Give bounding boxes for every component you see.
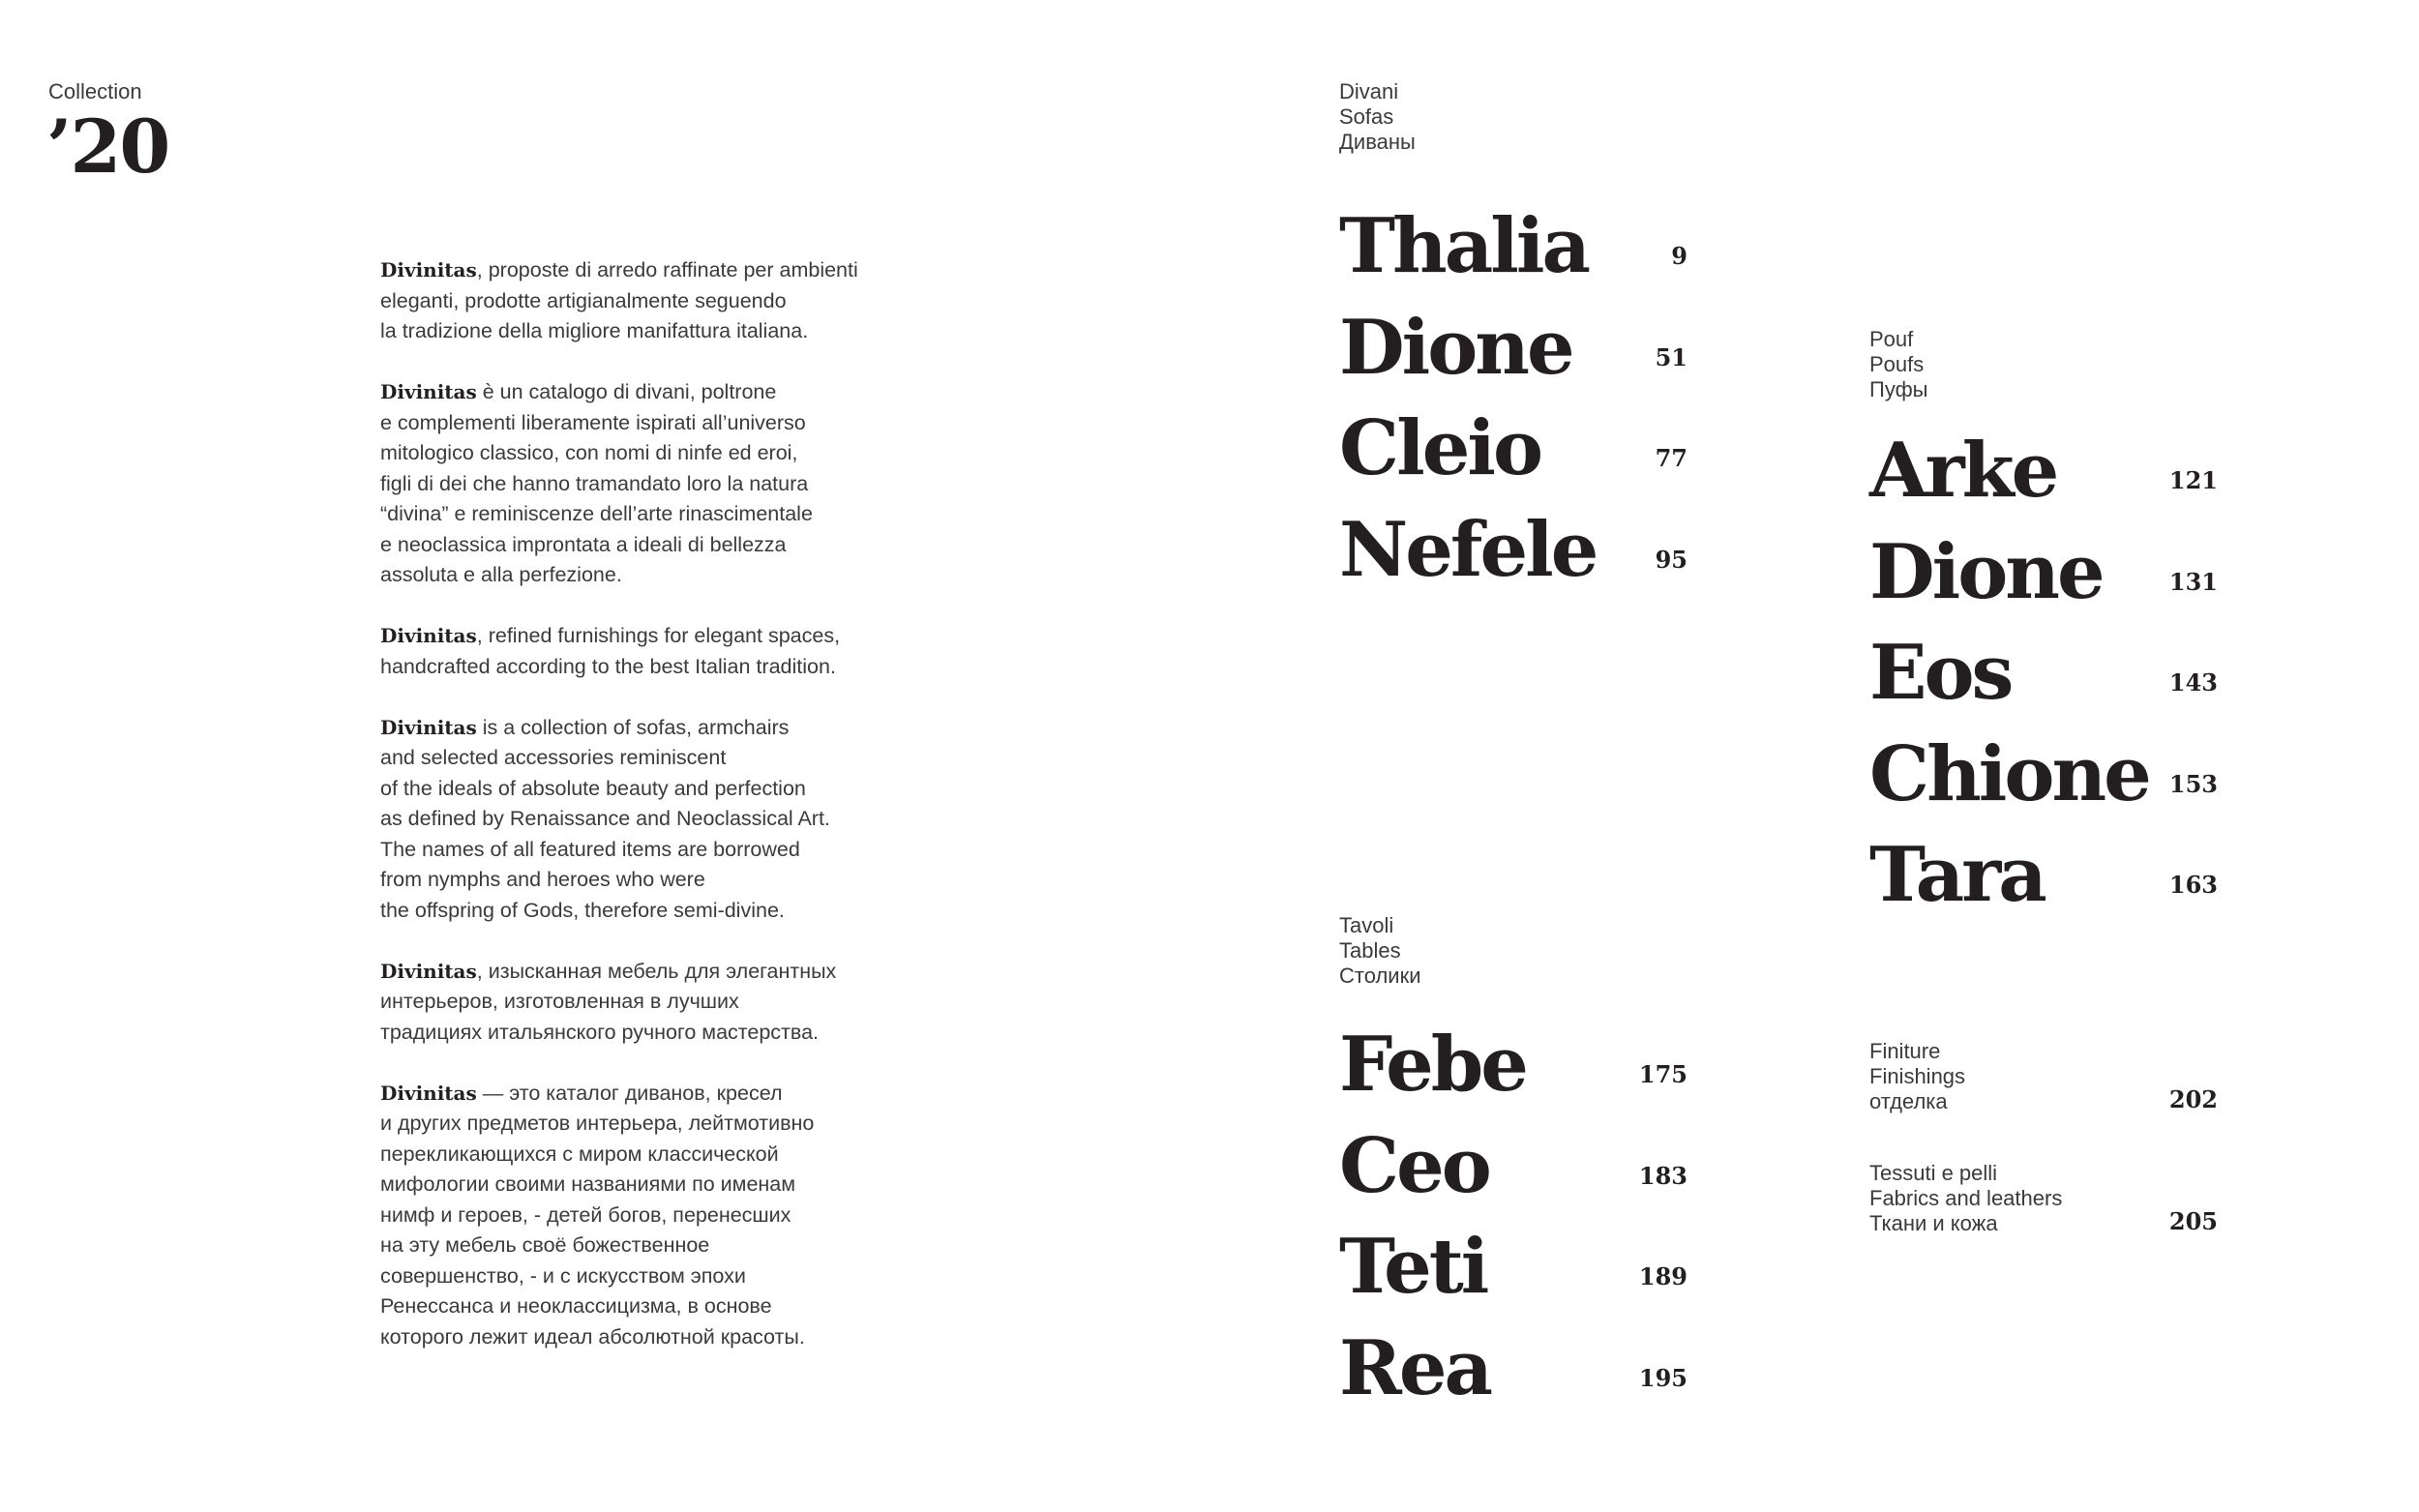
page-number: 95 xyxy=(1655,545,1687,574)
brand-name: Divinitas xyxy=(380,258,477,282)
fabrics-page-number: 205 xyxy=(2168,1207,2218,1235)
tables-section xyxy=(1339,913,1687,1412)
brand-name: Divinitas xyxy=(380,624,477,647)
page-number: 77 xyxy=(1655,444,1687,472)
intro-line-text: eleganti, prodotte artigianalmente seguendo xyxy=(380,288,787,312)
intro-line xyxy=(380,1109,922,1140)
intro-line xyxy=(380,560,922,591)
brand-name: Divinitas xyxy=(380,715,477,739)
finishings-entry xyxy=(1869,1039,2218,1114)
finishings-label-en: Finishings xyxy=(1869,1064,1966,1088)
intro-line-text: of the ideals of absolute beauty and perfection xyxy=(380,776,806,800)
intro-line-text: перекликающихся с миром классической xyxy=(380,1141,779,1166)
fabrics-entry xyxy=(1869,1161,2218,1236)
product-name: Febe xyxy=(1339,1021,1526,1109)
intro-line xyxy=(380,530,922,561)
intro-line xyxy=(380,957,922,988)
product-name: Ceo xyxy=(1339,1121,1489,1210)
section-title-it: Tavoli xyxy=(1339,913,1394,937)
section-title-ru: Диваны xyxy=(1339,130,1416,154)
intro-line-text: is a collection of sofas, armchairs xyxy=(476,715,790,739)
catalog-entry[interactable] xyxy=(1339,405,1687,492)
intro-line-text: from nymphs and heroes who were xyxy=(380,868,705,891)
catalog-entry[interactable] xyxy=(1869,428,2218,515)
catalog-entry[interactable] xyxy=(1869,529,2218,616)
intro-line-text: “divina” e reminiscenze dell’arte rinascimentale xyxy=(380,502,813,525)
page-number: 51 xyxy=(1655,342,1687,371)
intro-line-text: handcrafted according to the best Italian tradition. xyxy=(380,654,836,678)
intro-paragraph xyxy=(380,957,922,1049)
page-number: 175 xyxy=(1638,1060,1687,1088)
page-number: 195 xyxy=(1638,1363,1687,1392)
page-number: 121 xyxy=(2168,466,2218,494)
intro-line-text: The names of all featured items are borrowed xyxy=(380,837,800,861)
intro-line-text: совершенство, - и с искусством эпохи xyxy=(380,1263,746,1288)
catalog-entry[interactable] xyxy=(1339,1325,1687,1412)
section-title-en: Tables xyxy=(1339,938,1401,963)
catalog-entry[interactable] xyxy=(1869,832,2218,919)
intro-line-text: , proposte di arredo raffinate per ambienti xyxy=(476,258,858,282)
intro-line-text: è un catalogo di divani, poltrone xyxy=(476,380,777,403)
intro-line-text: и других предметов интерьера, лейтмотивно xyxy=(380,1112,815,1135)
product-name: Thalia xyxy=(1339,202,1589,290)
sofas-section-title xyxy=(1339,79,1416,155)
product-name: Cleio xyxy=(1339,404,1540,492)
collection-label: Collection xyxy=(48,79,142,104)
intro-line-text: , refined furnishings for elegant spaces, xyxy=(476,624,841,647)
product-name: Chione xyxy=(1869,729,2149,818)
intro-line-text: and selected accessories reminiscent xyxy=(380,746,727,769)
intro-line-text: , изысканная мебель для элегантных xyxy=(476,959,837,983)
product-name: Eos xyxy=(1869,629,2012,717)
page-number: 9 xyxy=(1671,242,1687,270)
intro-line xyxy=(380,499,922,530)
intro-paragraph xyxy=(380,255,922,347)
product-name: Dione xyxy=(1869,527,2103,616)
intro-line-text: as defined by Renaissance and Neoclassical Art. xyxy=(380,807,830,830)
intro-line xyxy=(380,408,922,439)
intro-line-text: the offspring of Gods, therefore semi-divine. xyxy=(380,898,785,922)
catalog-entry[interactable] xyxy=(1339,305,1687,392)
intro-text xyxy=(380,255,922,1383)
section-title-en: Poufs xyxy=(1869,352,1925,376)
section-title-en: Sofas xyxy=(1339,104,1394,129)
intro-line-text: мифологии своими названиями по именам xyxy=(380,1172,796,1196)
intro-line xyxy=(380,1322,922,1353)
page-number: 189 xyxy=(1638,1262,1687,1290)
intro-line xyxy=(380,1291,922,1322)
catalog-entry[interactable] xyxy=(1339,203,1687,290)
product-name: Teti xyxy=(1339,1223,1487,1311)
page-number: 163 xyxy=(2168,871,2218,899)
product-name: Arke xyxy=(1869,427,2057,515)
finishings-label-it: Finiture xyxy=(1869,1039,1941,1063)
intro-line xyxy=(380,835,922,866)
intro-line xyxy=(380,774,922,805)
intro-line xyxy=(380,621,922,652)
intro-line xyxy=(380,438,922,469)
page-number: 183 xyxy=(1638,1161,1687,1190)
catalog-entry[interactable] xyxy=(1869,731,2218,818)
brand-name: Divinitas xyxy=(380,959,477,983)
intro-line xyxy=(380,652,922,683)
intro-line xyxy=(380,804,922,835)
intro-line xyxy=(380,255,922,286)
intro-line xyxy=(380,743,922,774)
poufs-section-title xyxy=(1869,327,1927,402)
intro-line xyxy=(380,1201,922,1231)
intro-paragraph xyxy=(380,1079,922,1353)
intro-line xyxy=(380,286,922,317)
intro-line-text: традициях итальянского ручного мастерства. xyxy=(380,1020,820,1044)
page-number: 131 xyxy=(2168,567,2218,596)
intro-line-text: интерьеров, изготовленная в лучших xyxy=(380,990,739,1013)
product-name: Rea xyxy=(1339,1323,1490,1412)
intro-line xyxy=(380,987,922,1018)
finishings-page-number: 202 xyxy=(2168,1085,2218,1113)
intro-line-text: на эту мебель своё божественное xyxy=(380,1233,710,1257)
brand-name: Divinitas xyxy=(380,380,477,403)
catalog-entry[interactable] xyxy=(1339,1123,1687,1210)
brand-name: Divinitas xyxy=(380,1081,477,1105)
sofas-section xyxy=(1339,79,1687,594)
collection-year: ’20 xyxy=(46,104,169,190)
catalog-entry[interactable] xyxy=(1339,1022,1687,1109)
intro-line xyxy=(380,377,922,408)
finishings-label-ru: отделка xyxy=(1869,1089,1948,1113)
intro-line-text: Ренессанса и неоклассицизма, в основе xyxy=(380,1294,772,1318)
intro-line xyxy=(380,1170,922,1201)
intro-line-text: assoluta e alla perfezione. xyxy=(380,563,622,586)
intro-line xyxy=(380,896,922,927)
section-title-ru: Пуфы xyxy=(1869,377,1928,401)
intro-line-text: e neoclassica improntata a ideali di bellezza xyxy=(380,532,787,556)
intro-line xyxy=(380,1140,922,1171)
page-number: 153 xyxy=(2168,769,2218,798)
section-title-it: Pouf xyxy=(1869,327,1914,351)
intro-paragraph xyxy=(380,377,922,591)
intro-paragraph xyxy=(380,713,922,927)
intro-line xyxy=(380,316,922,347)
catalog-entry[interactable] xyxy=(1339,1224,1687,1311)
intro-line-text: la tradizione della migliore manifattura italiana. xyxy=(380,319,809,342)
intro-line xyxy=(380,1079,922,1110)
fabrics-label-ru: Ткани и кожа xyxy=(1869,1211,1998,1235)
intro-line-text: figli di dei che hanno tramandato loro la natura xyxy=(380,471,809,495)
intro-line xyxy=(380,1018,922,1049)
section-title-ru: Столики xyxy=(1339,964,1421,988)
intro-line-text: — это каталог диванов, кресел xyxy=(476,1081,783,1105)
product-name: Nefele xyxy=(1339,505,1597,594)
intro-line-text: которого лежит идеал абсолютной красоты. xyxy=(380,1324,805,1349)
intro-line xyxy=(380,713,922,744)
intro-line xyxy=(380,469,922,500)
product-name: Dione xyxy=(1339,303,1572,392)
page-number: 143 xyxy=(2168,668,2218,697)
intro-paragraph xyxy=(380,621,922,682)
poufs-section xyxy=(1869,327,2218,919)
intro-line-text: mitologico classico, con nomi di ninfe ed eroi, xyxy=(380,441,798,464)
catalog-entry[interactable] xyxy=(1339,507,1687,594)
catalog-entry[interactable] xyxy=(1869,630,2218,717)
intro-line-text: нимф и героев, - детей богов, перенесших xyxy=(380,1202,791,1227)
intro-line xyxy=(380,865,922,896)
fabrics-label-en: Fabrics and leathers xyxy=(1869,1186,2063,1210)
product-name: Tara xyxy=(1869,831,2045,919)
tables-section-title xyxy=(1339,913,1421,989)
fabrics-label-it: Tessuti e pelli xyxy=(1869,1161,1998,1185)
section-title-it: Divani xyxy=(1339,79,1399,104)
intro-line xyxy=(380,1261,922,1292)
intro-line xyxy=(380,1230,922,1261)
intro-line-text: e complementi liberamente ispirati all’universo xyxy=(380,410,806,434)
